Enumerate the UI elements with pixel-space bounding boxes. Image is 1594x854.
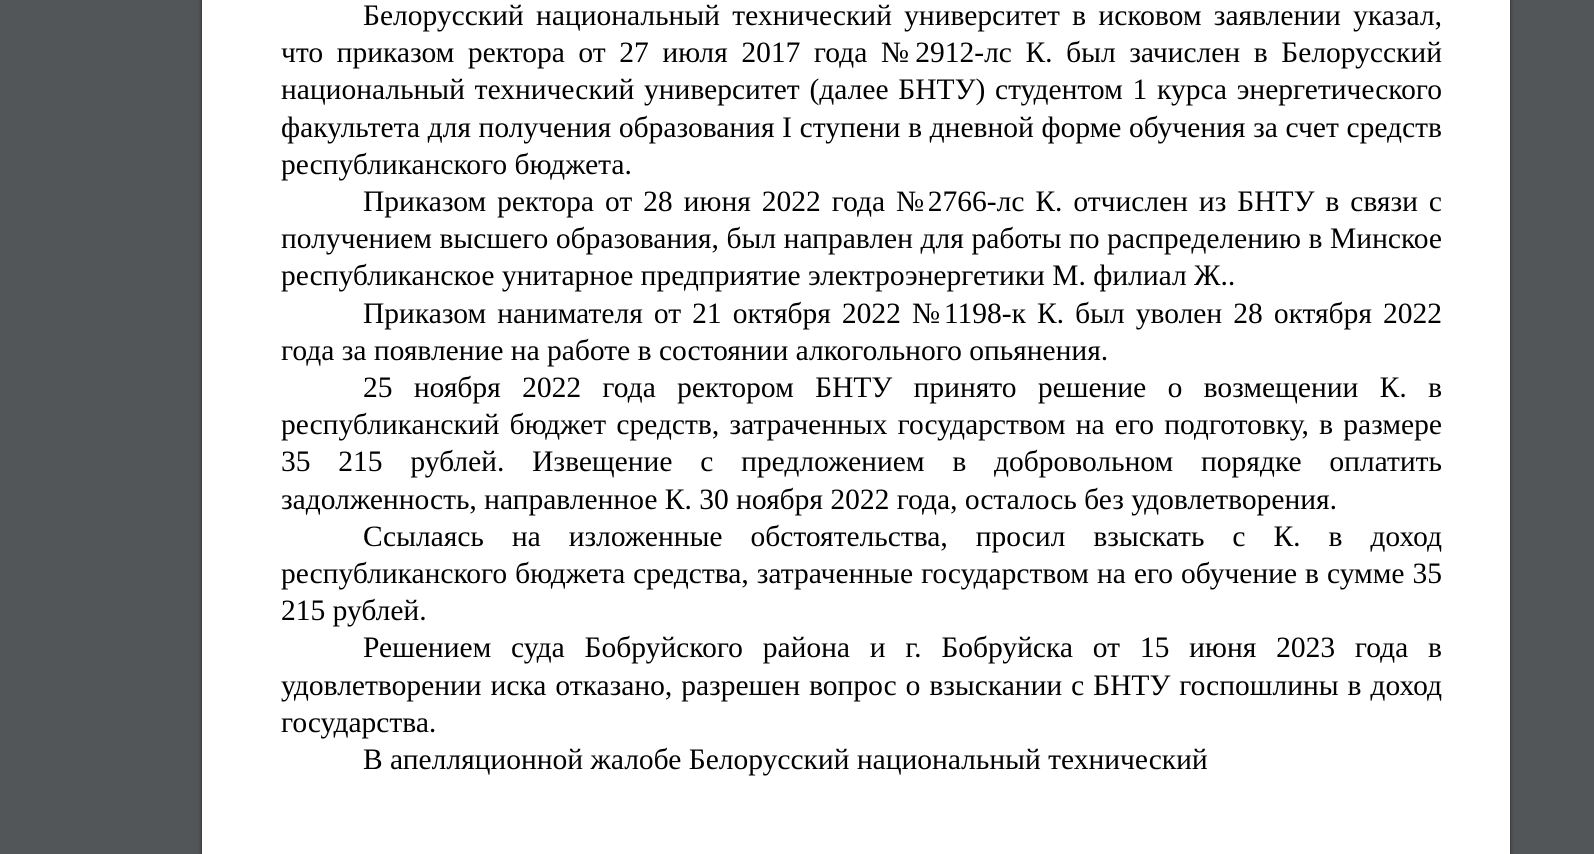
paragraph: Белорусский национальный технический университет в исковом заявлении указал, что приказом ректора от 27 июля 2017 года №2912-лс К. был зачислен в Белорусский национальный технический университет (далее БНТУ) студентом 1 курса энергетического факультета для получения образования I ступени в дневной форме обучения за счет средств республиканского бюджета. [281,0,1442,181]
paragraph: Приказом нанимателя от 21 октября 2022 №1198-к К. был уволен 28 октября 2022 года за появление на работе в состоянии алкогольного опьянения. [281,297,1442,367]
document-page [202,0,1510,854]
paragraph: В апелляционной жалобе Белорусский национальный технический [363,744,1208,777]
paragraph: Решением суда Бобруйского района и г. Бобруйска от 15 июня 2023 года в удовлетворении иска отказано, разрешен вопрос о взыскании с БНТУ госпошлины в доход государства. [281,632,1442,739]
document-body [281,0,1442,779]
paragraph: 25 ноября 2022 года ректором БНТУ принято решение о возмещении К. в республиканский бюджет средств, затраченных государством на его подготовку, в размере 35 215 рублей. Извещение с предложением в добровольном порядке оплатить задолженность, направленное К. 30 ноября 2022 года, осталось без удовлетворения. [281,372,1442,516]
paragraph: Ссылаясь на изложенные обстоятельства, просил взыскать с К. в доход республиканского бюджета средства, затраченные государством на его обучение в сумме 35 215 рублей. [281,520,1442,628]
paragraph: Приказом ректора от 28 июня 2022 года №2766-лс К. отчислен из БНТУ в связи с получением высшего образования, был направлен для работы по распределению в Минское республиканское унитарное предприятие электроэнергетики М. филиал Ж.. [281,186,1442,293]
